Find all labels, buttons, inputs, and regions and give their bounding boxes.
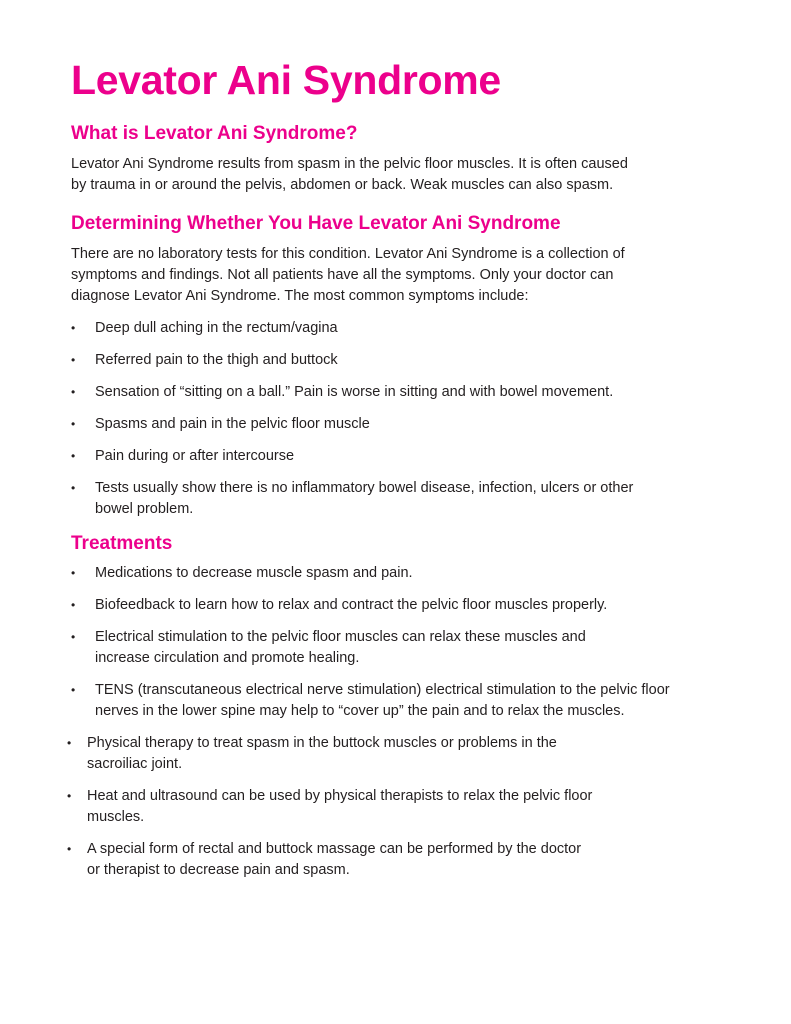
bullet-icon: • [71, 417, 76, 431]
list-item-text: Spasms and pain in the pelvic floor muscle [95, 416, 370, 432]
list-item-text: Tests usually show there is no inflammatory bowel disease, infection, ulcers or other bowel problem. [95, 480, 634, 517]
section-heading-what-is: What is Levator Ani Syndrome? [71, 123, 358, 144]
bullet-icon: • [71, 353, 76, 367]
bullet-icon: • [71, 630, 76, 644]
bullet-icon: • [71, 481, 76, 495]
bullet-icon: • [71, 598, 76, 612]
list-item [71, 680, 677, 722]
list-item [71, 414, 711, 435]
list-item [71, 318, 711, 339]
treatment-list [67, 563, 711, 881]
list-item [71, 595, 711, 616]
list-item [71, 563, 711, 584]
list-item-text: Heat and ultrasound can be used by physical therapists to relax the pelvic floor muscles. [87, 788, 593, 825]
bullet-icon: • [71, 385, 76, 399]
document-page [67, 54, 711, 892]
bullet-icon: • [71, 683, 76, 697]
section-paragraph-determining: There are no laboratory tests for this condition. Levator Ani Syndrome is a collection of symptoms and findings. Not all patients have all the symptoms. Only your doctor can diagnose Levator Ani Syndrome. The most common symptoms include: [71, 246, 625, 304]
list-item-text: Biofeedback to learn how to relax and contract the pelvic floor muscles properly. [95, 597, 608, 613]
list-item-text: Deep dull aching in the rectum/vagina [95, 320, 338, 336]
list-item [67, 733, 607, 775]
section-heading-treatments: Treatments [71, 533, 173, 554]
list-item-text: Referred pain to the thigh and buttock [95, 352, 338, 368]
list-item-text: Sensation of “sitting on a ball.” Pain is worse in sitting and with bowel movement. [95, 384, 614, 400]
bullet-icon: • [71, 321, 76, 335]
list-item-text: A special form of rectal and buttock massage can be performed by the doctor or therapist to decrease pain and spasm. [87, 841, 582, 878]
list-item-text: TENS (transcutaneous electrical nerve stimulation) electrical stimulation to the pelvic floor nerves in the lower spine may help to “cover up” the pain and to relax the muscles. [95, 682, 670, 719]
section-paragraph-what-is: Levator Ani Syndrome results from spasm in the pelvic floor muscles. It is often caused by trauma in or around the pelvis, abdomen or back. Weak muscles can also spasm. [71, 156, 628, 193]
list-item-text: Electrical stimulation to the pelvic floor muscles can relax these muscles and increase circulation and promote healing. [95, 629, 586, 666]
bullet-icon: • [67, 789, 72, 803]
bullet-icon: • [67, 736, 72, 750]
bullet-icon: • [67, 842, 72, 856]
list-item [67, 839, 592, 881]
section-heading-determining: Determining Whether You Have Levator Ani Syndrome [71, 213, 561, 234]
list-item-text: Physical therapy to treat spasm in the buttock muscles or problems in the sacroiliac joint. [87, 735, 557, 772]
list-item-text: Pain during or after intercourse [95, 448, 295, 464]
symptom-list [71, 318, 711, 520]
list-item [71, 478, 655, 520]
list-item [71, 446, 711, 467]
list-item-text: Medications to decrease muscle spasm and pain. [95, 565, 413, 581]
list-item [71, 382, 711, 403]
bullet-icon: • [71, 566, 76, 580]
document-title: Levator Ani Syndrome [71, 57, 501, 103]
list-item [71, 627, 640, 669]
list-item [67, 786, 607, 828]
list-item [71, 350, 711, 371]
bullet-icon: • [71, 449, 76, 463]
